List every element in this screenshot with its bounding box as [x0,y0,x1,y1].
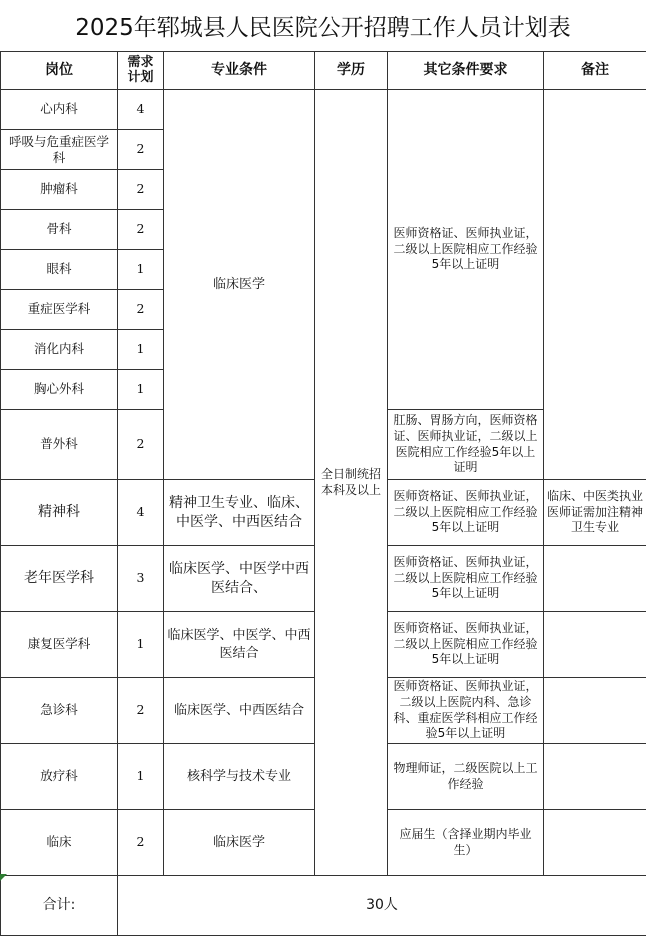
post-cell: 眼科 [1,250,118,290]
requirement-cell: 医师资格证、医师执业证，二级以上医院内科、急诊科、重症医学科相应工作经验5年以上证明 [388,678,544,744]
major-cell-clinical: 临床医学 [164,90,315,480]
major-cell: 核科学与技术专业 [164,744,315,810]
page-title: 2025年郓城县人民医院公开招聘工作人员计划表 [75,15,571,41]
count-cell: 1 [118,612,164,678]
post-cell: 呼吸与危重症医学科 [1,130,118,170]
requirement-cell: 医师资格证、医师执业证，二级以上医院相应工作经验5年以上证明 [388,480,544,546]
major-cell: 临床医学、中医学中西医结合、 [164,546,315,612]
count-cell: 1 [118,370,164,410]
requirement-cell-standard: 医师资格证、医师执业证，二级以上医院相应工作经验5年以上证明 [388,90,544,410]
recruitment-plan-table [0,51,646,936]
count-cell: 4 [118,90,164,130]
requirement-cell: 应届生（含择业期内毕业生） [388,810,544,876]
remark-cell-empty [544,678,646,744]
major-cell: 精神卫生专业、临床、中医学、中西医结合 [164,480,315,546]
post-cell: 心内科 [1,90,118,130]
remark-cell-empty [544,744,646,810]
post-cell: 急诊科 [1,678,118,744]
total-label: 合计: [1,876,118,936]
requirement-cell: 医师资格证、医师执业证，二级以上医院相应工作经验5年以上证明 [388,546,544,612]
count-cell: 2 [118,170,164,210]
remark-cell: 临床、中医类执业医师证需加注精神卫生专业 [544,480,646,546]
count-cell: 3 [118,546,164,612]
post-cell: 临床 [1,810,118,876]
count-cell: 1 [118,250,164,290]
header-remark: 备注 [544,52,646,90]
post-cell: 放疗科 [1,744,118,810]
remark-cell-empty [544,546,646,612]
post-cell: 普外科 [1,410,118,480]
count-cell: 2 [118,130,164,170]
post-cell: 骨科 [1,210,118,250]
post-cell: 肿瘤科 [1,170,118,210]
requirement-cell: 医师资格证、医师执业证，二级以上医院相应工作经验5年以上证明 [388,612,544,678]
header-plan: 需求 计划 [118,52,164,90]
post-cell: 消化内科 [1,330,118,370]
table-row [1,90,646,130]
count-cell: 2 [118,810,164,876]
requirement-cell: 肛肠、胃肠方向，医师资格证、医师执业证，二级以上医院相应工作经验5年以上证明 [388,410,544,480]
post-cell: 精神科 [1,480,118,546]
post-cell: 重症医学科 [1,290,118,330]
count-cell: 2 [118,410,164,480]
major-cell: 临床医学 [164,810,315,876]
header-other: 其它条件要求 [388,52,544,90]
header-major: 专业条件 [164,52,315,90]
header-education: 学历 [315,52,388,90]
header-row [1,52,646,90]
count-cell: 2 [118,678,164,744]
major-cell: 临床医学、中医学、中西医结合 [164,612,315,678]
count-cell: 2 [118,290,164,330]
remark-cell-empty [544,90,646,480]
remark-cell-empty [544,810,646,876]
count-cell: 1 [118,330,164,370]
post-cell: 康复医学科 [1,612,118,678]
total-value: 30人 [118,876,646,936]
post-cell: 老年医学科 [1,546,118,612]
requirement-cell: 物理师证，二级医院以上工作经验 [388,744,544,810]
post-cell: 胸心外科 [1,370,118,410]
major-cell: 临床医学、中西医结合 [164,678,315,744]
education-cell: 全日制统招本科及以上 [315,90,388,876]
count-cell: 2 [118,210,164,250]
corner-mark [0,874,7,881]
total-row [1,876,646,936]
count-cell: 1 [118,744,164,810]
header-post: 岗位 [1,52,118,90]
remark-cell-empty [544,612,646,678]
count-cell: 4 [118,480,164,546]
